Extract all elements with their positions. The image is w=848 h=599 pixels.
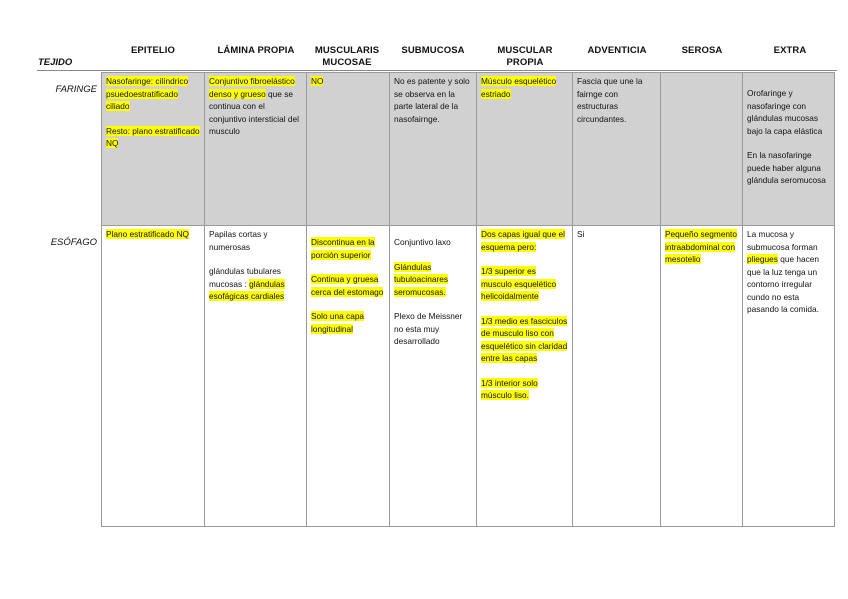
highlighted-text: Nasofaringe: cilíndrico psuedoestratificado ciliado <box>106 76 189 111</box>
cell-esofago-submucosa <box>390 226 477 527</box>
table-row-esofago <box>102 226 835 527</box>
highlighted-text: Continua y gruesa cerca del estomago <box>311 274 384 297</box>
cell-esofago-epitelio <box>102 226 205 527</box>
corner-label-tejido: TEJIDO <box>38 57 73 68</box>
highlighted-text: Solo una capa longitudinal <box>311 311 365 334</box>
column-header-serosa: SEROSA <box>681 45 723 56</box>
highlighted-text: Músculo esquelético estriado <box>481 76 557 99</box>
cell-esofago-extra <box>743 226 835 527</box>
highlighted-text: glándulas esofágicas cardiales <box>209 278 285 301</box>
cell-faringe-submucosa <box>390 73 477 226</box>
histology-table <box>101 72 835 527</box>
column-header-lamina-propia: LÁMINA PROPIA <box>217 45 295 56</box>
highlighted-text: Glándulas tubuloacinares seromucosas. <box>394 261 448 297</box>
cell-text: No es patente y solo se observa en la parte lateral de la nasofairnge. <box>394 76 470 124</box>
column-header-epitelio: EPITELIO <box>130 45 176 56</box>
highlighted-text: NO <box>311 76 324 86</box>
column-header-submucosa: SUBMUCOSA <box>401 45 465 56</box>
cell-esofago-muscular-propia <box>477 226 573 527</box>
cell-text: En la nasofaringe puede haber alguna glándula seromucosa <box>747 150 826 185</box>
highlighted-text: Plano estratificado NQ <box>106 229 190 239</box>
cell-text: Fascia que une la fairnge con estructuras circundantes. <box>577 76 643 124</box>
cell-faringe-serosa <box>661 73 743 226</box>
cell-text: Plexo de Meissner no esta muy desarrollado <box>394 311 463 346</box>
cell-text: Si <box>577 229 585 239</box>
cell-esofago-serosa <box>661 226 743 527</box>
cell-faringe-lamina-propia <box>205 73 307 226</box>
column-header-adventicia: ADVENTICIA <box>587 45 647 56</box>
highlighted-text: 1/3 medio es fasciculos de musculo liso con esquelético sin claridad entre las capas <box>481 315 568 363</box>
highlighted-text: pliegues <box>747 254 778 264</box>
highlighted-text: Conjuntivo fibroelástico denso y grueso <box>209 76 295 99</box>
cell-faringe-epitelio <box>102 73 205 226</box>
cell-faringe-extra <box>743 73 835 226</box>
cell-text: glándulas tubulares mucosas : <box>209 266 281 289</box>
cell-text: Conjuntivo laxo <box>394 237 451 247</box>
cell-faringe-muscular-propia <box>477 73 573 226</box>
cell-esofago-lamina-propia <box>205 226 307 527</box>
highlighted-text: Resto: plano estratificado NQ <box>106 125 200 148</box>
cell-faringe-muscularis-mucosae <box>307 73 390 226</box>
cell-text: La mucosa y submucosa forman <box>747 229 818 252</box>
cell-text: que se continua con el conjuntivo intersticial del musculo <box>209 88 299 136</box>
highlighted-text: Pequeño segmento intraabdominal con mesotelio <box>665 229 737 264</box>
cell-text: Orofaringe y nasofaringe con glándulas mucosas bajo la capa elástica <box>747 88 823 136</box>
table-row-faringe <box>102 73 835 226</box>
highlighted-text: Dos capas igual que el esquema pero: <box>481 229 565 252</box>
row-label-faringe: FARINGE <box>55 84 97 95</box>
column-header-muscular-propia: MUSCULAR PROPIA <box>497 45 553 68</box>
header-rule <box>37 70 837 71</box>
cell-esofago-muscularis-mucosae <box>307 226 390 527</box>
highlighted-text: Discontinua en la porción superior <box>311 237 375 260</box>
column-header-muscularis-mucosae: MUSCULARIS MUCOSAE <box>314 45 380 68</box>
row-label-esofago: ESÓFAGO <box>50 237 97 248</box>
highlighted-text: 1/3 interior solo músculo liso. <box>481 377 538 400</box>
cell-faringe-adventicia <box>573 73 661 226</box>
highlighted-text: 1/3 superior es musculo esquelético helicoidalmente <box>481 266 557 301</box>
cell-esofago-adventicia <box>573 226 661 527</box>
cell-text: Papilas cortas y numerosas <box>209 229 268 252</box>
column-header-extra: EXTRA <box>773 45 807 56</box>
cell-text: que hacen que la luz tenga un contorno irregular cundo no esta pasando la comida. <box>747 254 819 314</box>
